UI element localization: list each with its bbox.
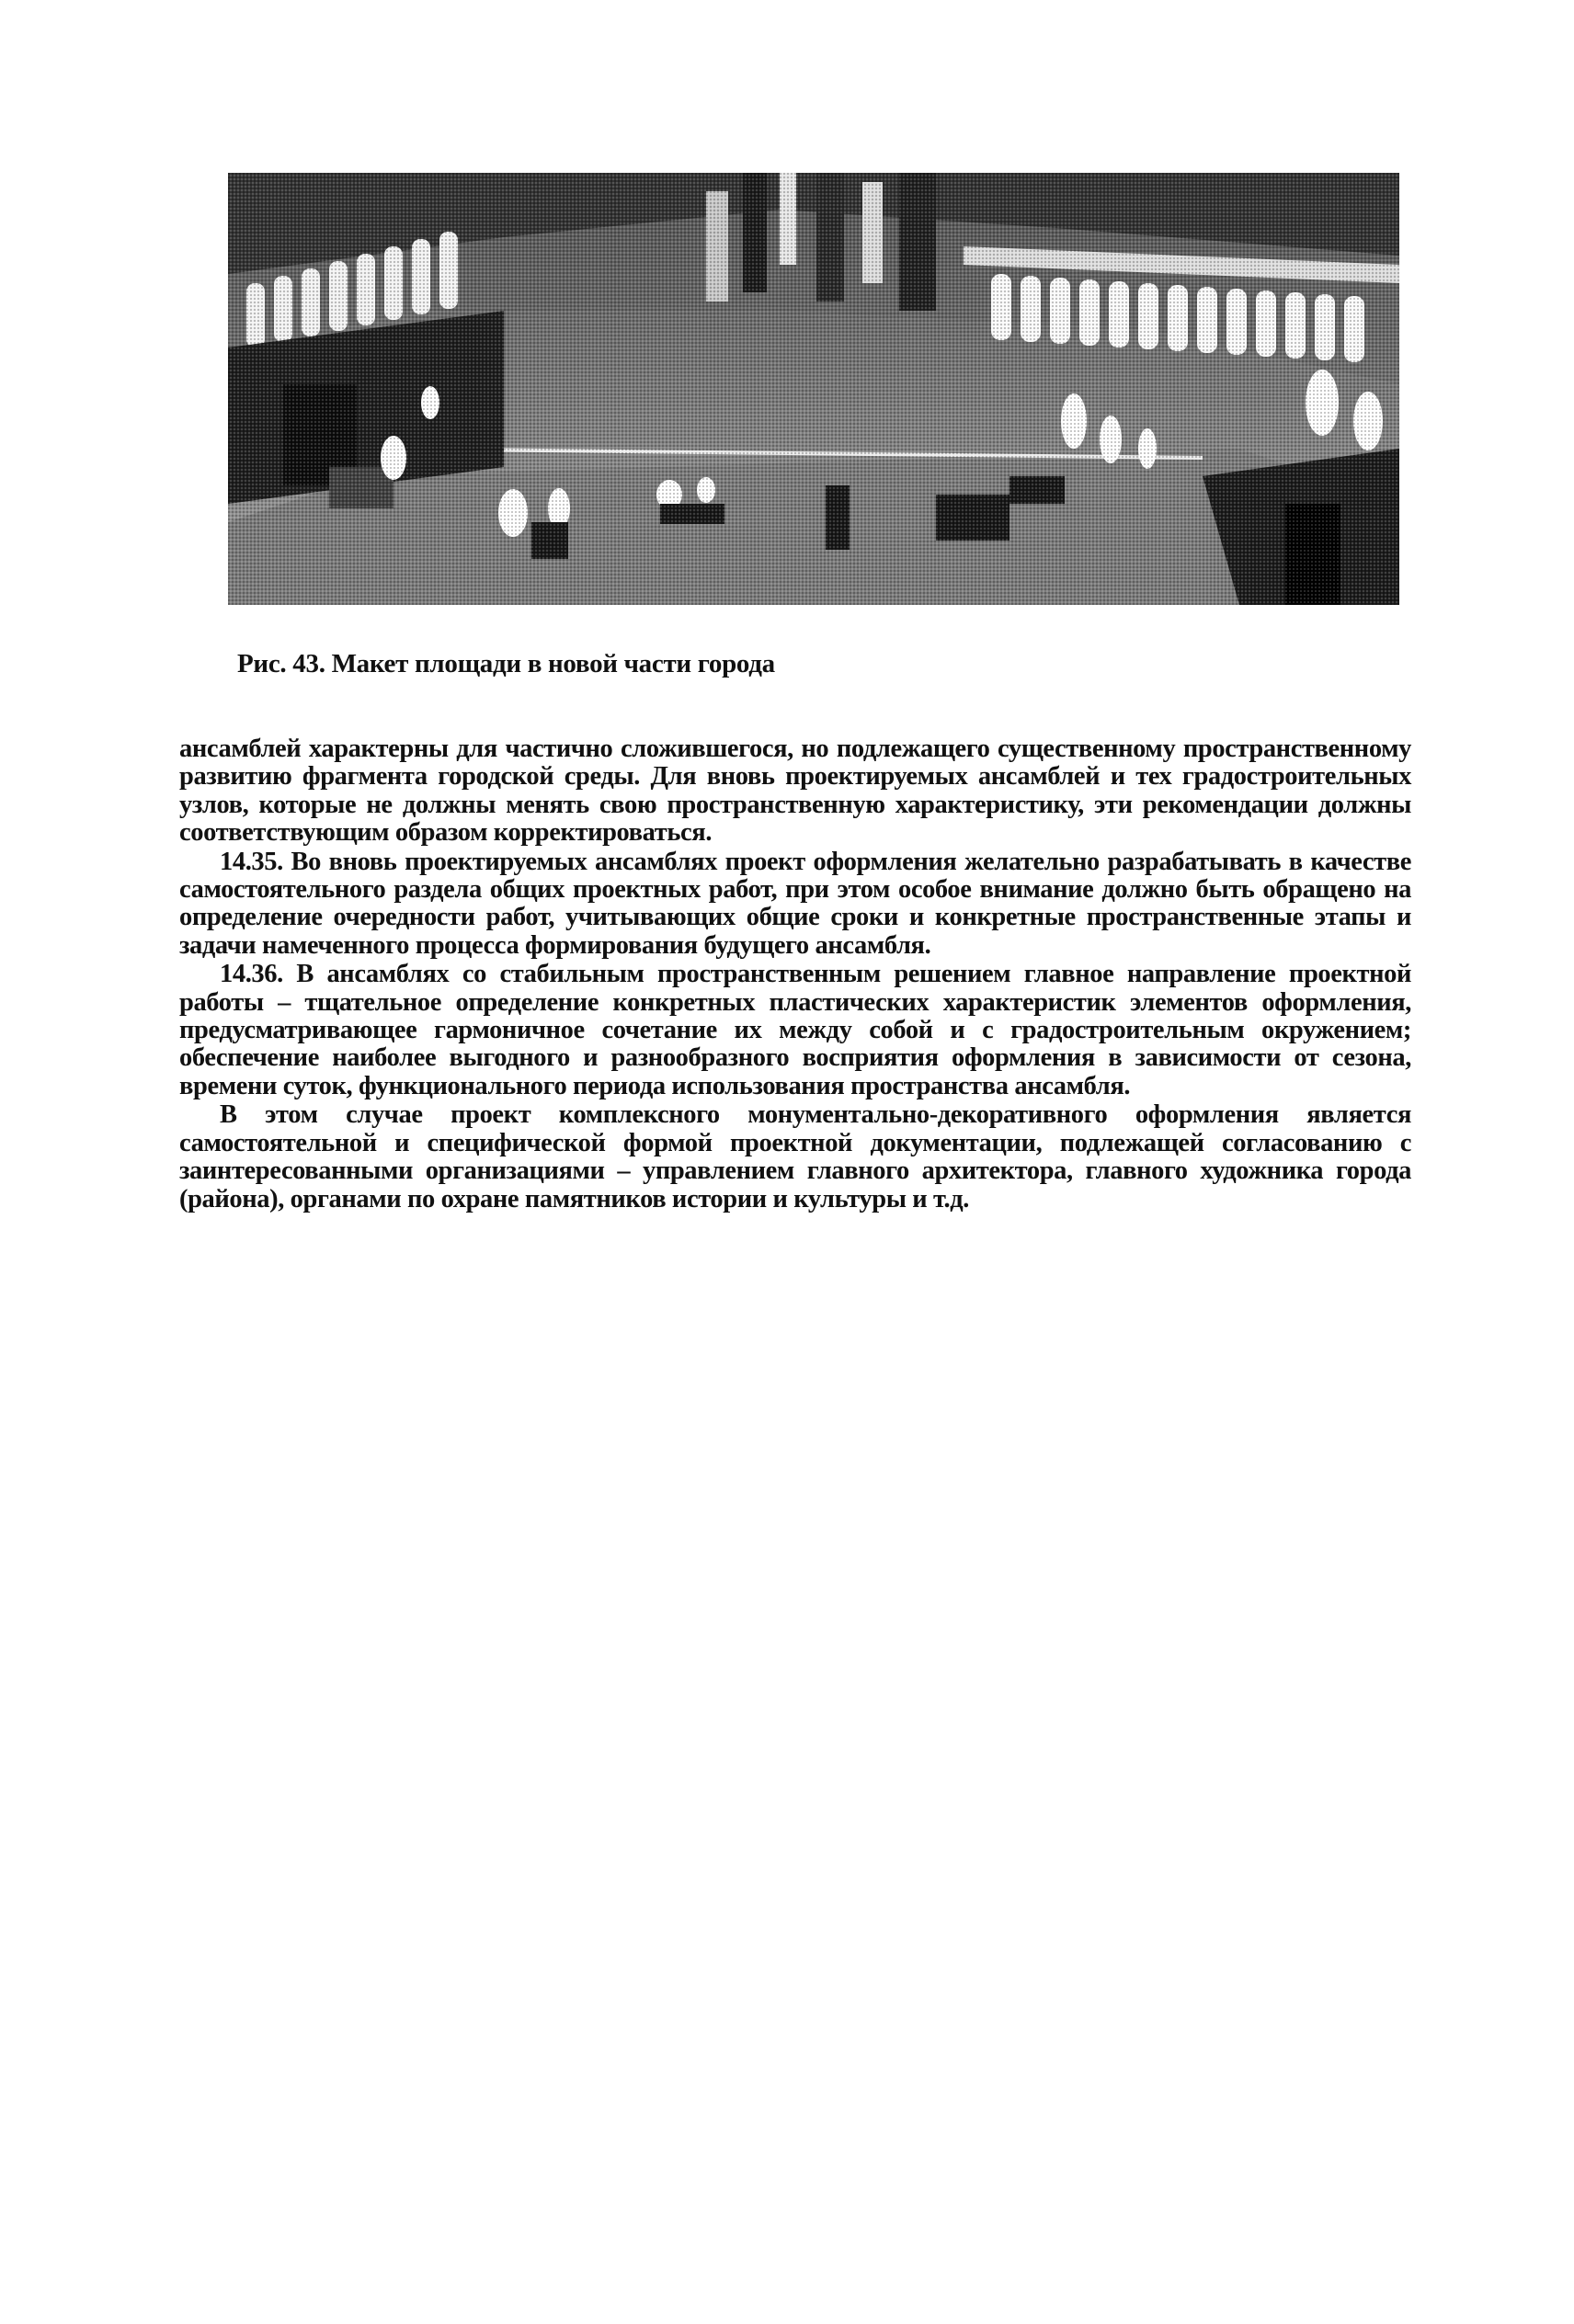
paragraph-documentation	[179, 1101, 1411, 1213]
paragraph-14-35	[179, 849, 1411, 961]
paragraph-number: 14.36.	[220, 960, 283, 989]
paragraph-text: ансамблей характерны для частично сложившегося, но подлежащего существенному пространственному развитию фрагмента городской среды. Для вновь проектируемых ансамблей и тех градостроительных узлов, которые не должны менять свою пространственную характеристику, эти рекомендации должны соответствующим образом корректироваться.	[179, 735, 1411, 848]
paragraph-text: В этом случае проект комплексного монументально-декоративного оформления является самостоятельной и специфической формой проектной документации, подлежащей согласованию с заинтересованными организациями – управлением главного архитектора, главного художника города (района), органами по охране памятников истории и культуры и т.д.	[179, 1100, 1411, 1213]
city-square-model-image	[228, 173, 1399, 605]
figure-photo	[228, 173, 1399, 605]
paragraph-text: В ансамблях со стабильным пространственным решением главное направление проектной работы – тщательное определение конкретных пластических характеристик элементов оформления, предусматривающее гармоничное сочетание их между собой и с градостроительным окружением; обеспечение наиболее выгодного и разнообразного восприятия оформления в зависимости от сезона, времени суток, функционального периода использования пространства ансамбля.	[179, 960, 1412, 1100]
paragraph-14-36	[179, 961, 1411, 1100]
paragraph-text: Во вновь проектируемых ансамблях проект оформления желательно разрабатывать в качестве самостоятельного раздела общих проектных работ, при этом особое внимание должно быть обращено на определение очередности работ, учитывающих общие сроки и конкретные пространственные этапы и задачи намеченного процесса формирования будущего ансамбля.	[179, 847, 1411, 960]
paragraph-continuation	[179, 735, 1411, 848]
figure-caption: Рис. 43. Макет площади в новой части города	[237, 649, 775, 678]
body-text	[179, 735, 1411, 1213]
paragraph-number: 14.35.	[220, 847, 283, 876]
